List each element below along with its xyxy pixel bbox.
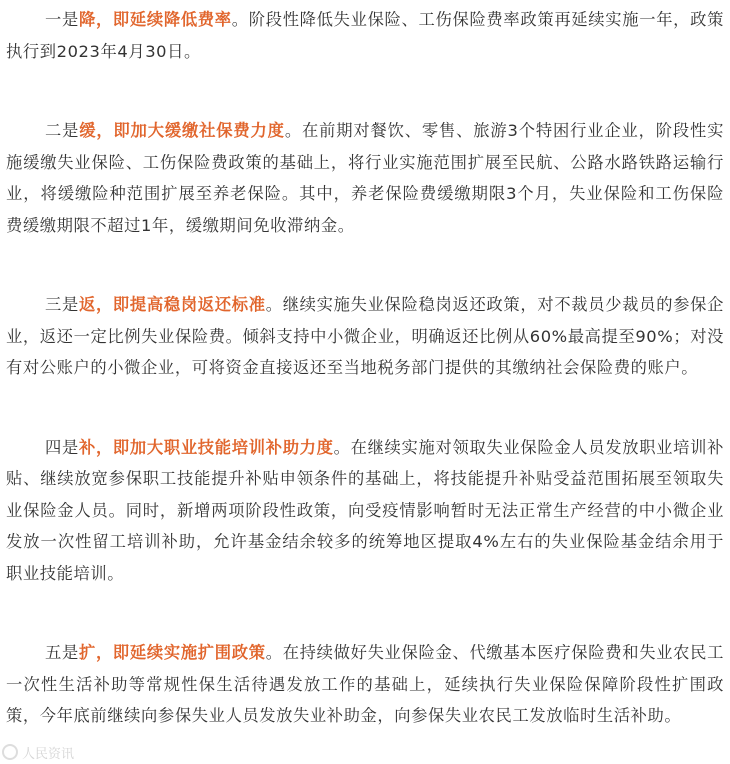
paragraph-text: 。在继续实施对领取失业保险金人员发放职业培训补贴、继续放宽参保职工技能提升补贴申领条件的基础上，将技能提升补贴受益范围拓展至领取失业保险金人员。同时，新增两项阶段性政策，向受疫情影响暂时无法正常生产经营的中小微企业发放一次性留工培训补助，允许基金结余较多的统筹地区提取4%左右的失业保险基金结余用于职业技能培训。 (6, 437, 724, 583)
paragraph-keyword: 补，即加大职业技能培训补助力度 (78, 437, 334, 457)
paragraph-keyword: 降，即延续降低费率 (78, 10, 232, 29)
paragraph-prefix: 五是 (45, 643, 79, 662)
paragraph-5 (6, 637, 724, 732)
paragraph-text: 。在前期对餐饮、零售、旅游3个特困行业企业，阶段性实施缓缴失业保险、工伤保险费政策的基础上，将行业实施范围扩展至民航、公路水路铁路运输行业，将缓缴险种范围扩展至养老保险。其中，养老保险费缓缴期限3个月，失业保险和工伤保险费缓缴期限不超过1年，缓缴期间免收滞纳金。 (6, 121, 725, 235)
paragraph-3 (6, 289, 724, 384)
paragraph-2 (6, 115, 724, 241)
paragraph-keyword: 返，即提高稳岗返还标准 (78, 295, 266, 314)
paragraph-prefix: 四是 (45, 437, 79, 457)
paragraph-4 (6, 432, 724, 590)
paragraph-prefix: 三是 (45, 295, 79, 314)
paragraph-text: 。在持续做好失业保险金、代缴基本医疗保险费和失业农民工一次性生活补助等常规性保生活待遇发放工作的基础上，延续执行失业保险保障阶段性扩围政策，今年底前继续向参保失业人员发放失业补助金，向参保失业农民工发放临时生活补助。 (6, 643, 725, 725)
watermark-text: 人民资讯 (22, 746, 75, 762)
paragraph-prefix: 二是 (45, 121, 80, 140)
watermark-logo-icon (2, 744, 18, 760)
article-body (6, 0, 724, 732)
paragraph-1 (6, 0, 724, 67)
paragraph-prefix: 一是 (45, 10, 79, 29)
paragraph-text: 。阶段性降低失业保险、工伤保险费率政策再延续实施一年，政策执行到2023年4月30日。 (6, 10, 725, 61)
paragraph-text: 。继续实施失业保险稳岗返还政策，对不裁员少裁员的参保企业，返还一定比例失业保险费。倾斜支持中小微企业，明确返还比例从60%最高提至90%；对没有对公账户的小微企业，可将资金直接返还至当地税务部门提供的其缴纳社会保险费的账户。 (6, 295, 725, 377)
watermark (2, 741, 74, 763)
paragraph-keyword: 缓，即加大缓缴社保费力度 (79, 121, 285, 140)
paragraph-keyword: 扩，即延续实施扩围政策 (78, 643, 266, 662)
